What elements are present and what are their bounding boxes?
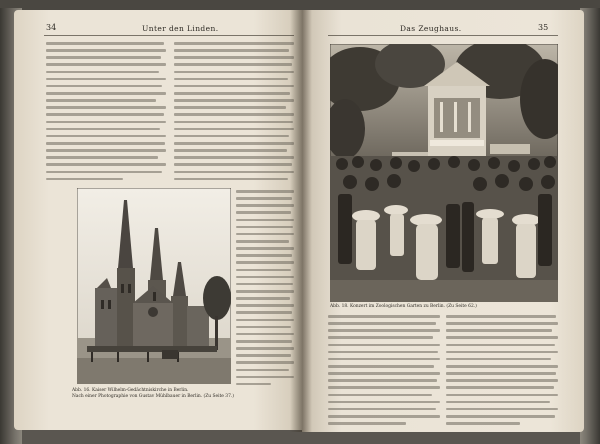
right-page xyxy=(302,10,584,432)
left-header-rule xyxy=(44,35,294,36)
right-text-column-1 xyxy=(328,315,440,429)
book-gutter xyxy=(290,10,312,432)
left-page-number: 34 xyxy=(46,23,57,32)
right-header-rule xyxy=(328,35,558,36)
right-page-number: 35 xyxy=(538,23,549,32)
zoo-concert-photo-image xyxy=(330,44,558,302)
left-text-wrap-column xyxy=(236,190,294,390)
zoo-concert-photo xyxy=(330,44,558,302)
church-photo-image xyxy=(77,188,231,384)
left-page xyxy=(14,10,306,430)
left-running-header: Unter den Linden. xyxy=(142,24,219,33)
left-text-column-1 xyxy=(46,42,166,185)
left-figure-credit: Nach einer Photographie von Gustav Mühlbauer in Berlin. (Zu Seite 37.) xyxy=(72,394,234,399)
church-photo xyxy=(77,188,231,384)
right-text-column-2 xyxy=(446,315,558,429)
right-running-header: Das Zeughaus. xyxy=(400,24,462,33)
left-text-column-2 xyxy=(174,42,294,185)
left-figure-caption: Abb. 16. Kaiser Wilhelm-Gedächtniskirche in Berlin. xyxy=(72,388,189,393)
right-figure-caption: Abb. 18. Konzert im Zoologischen Garten zu Berlin. (Zu Seite 62.) xyxy=(330,304,477,309)
